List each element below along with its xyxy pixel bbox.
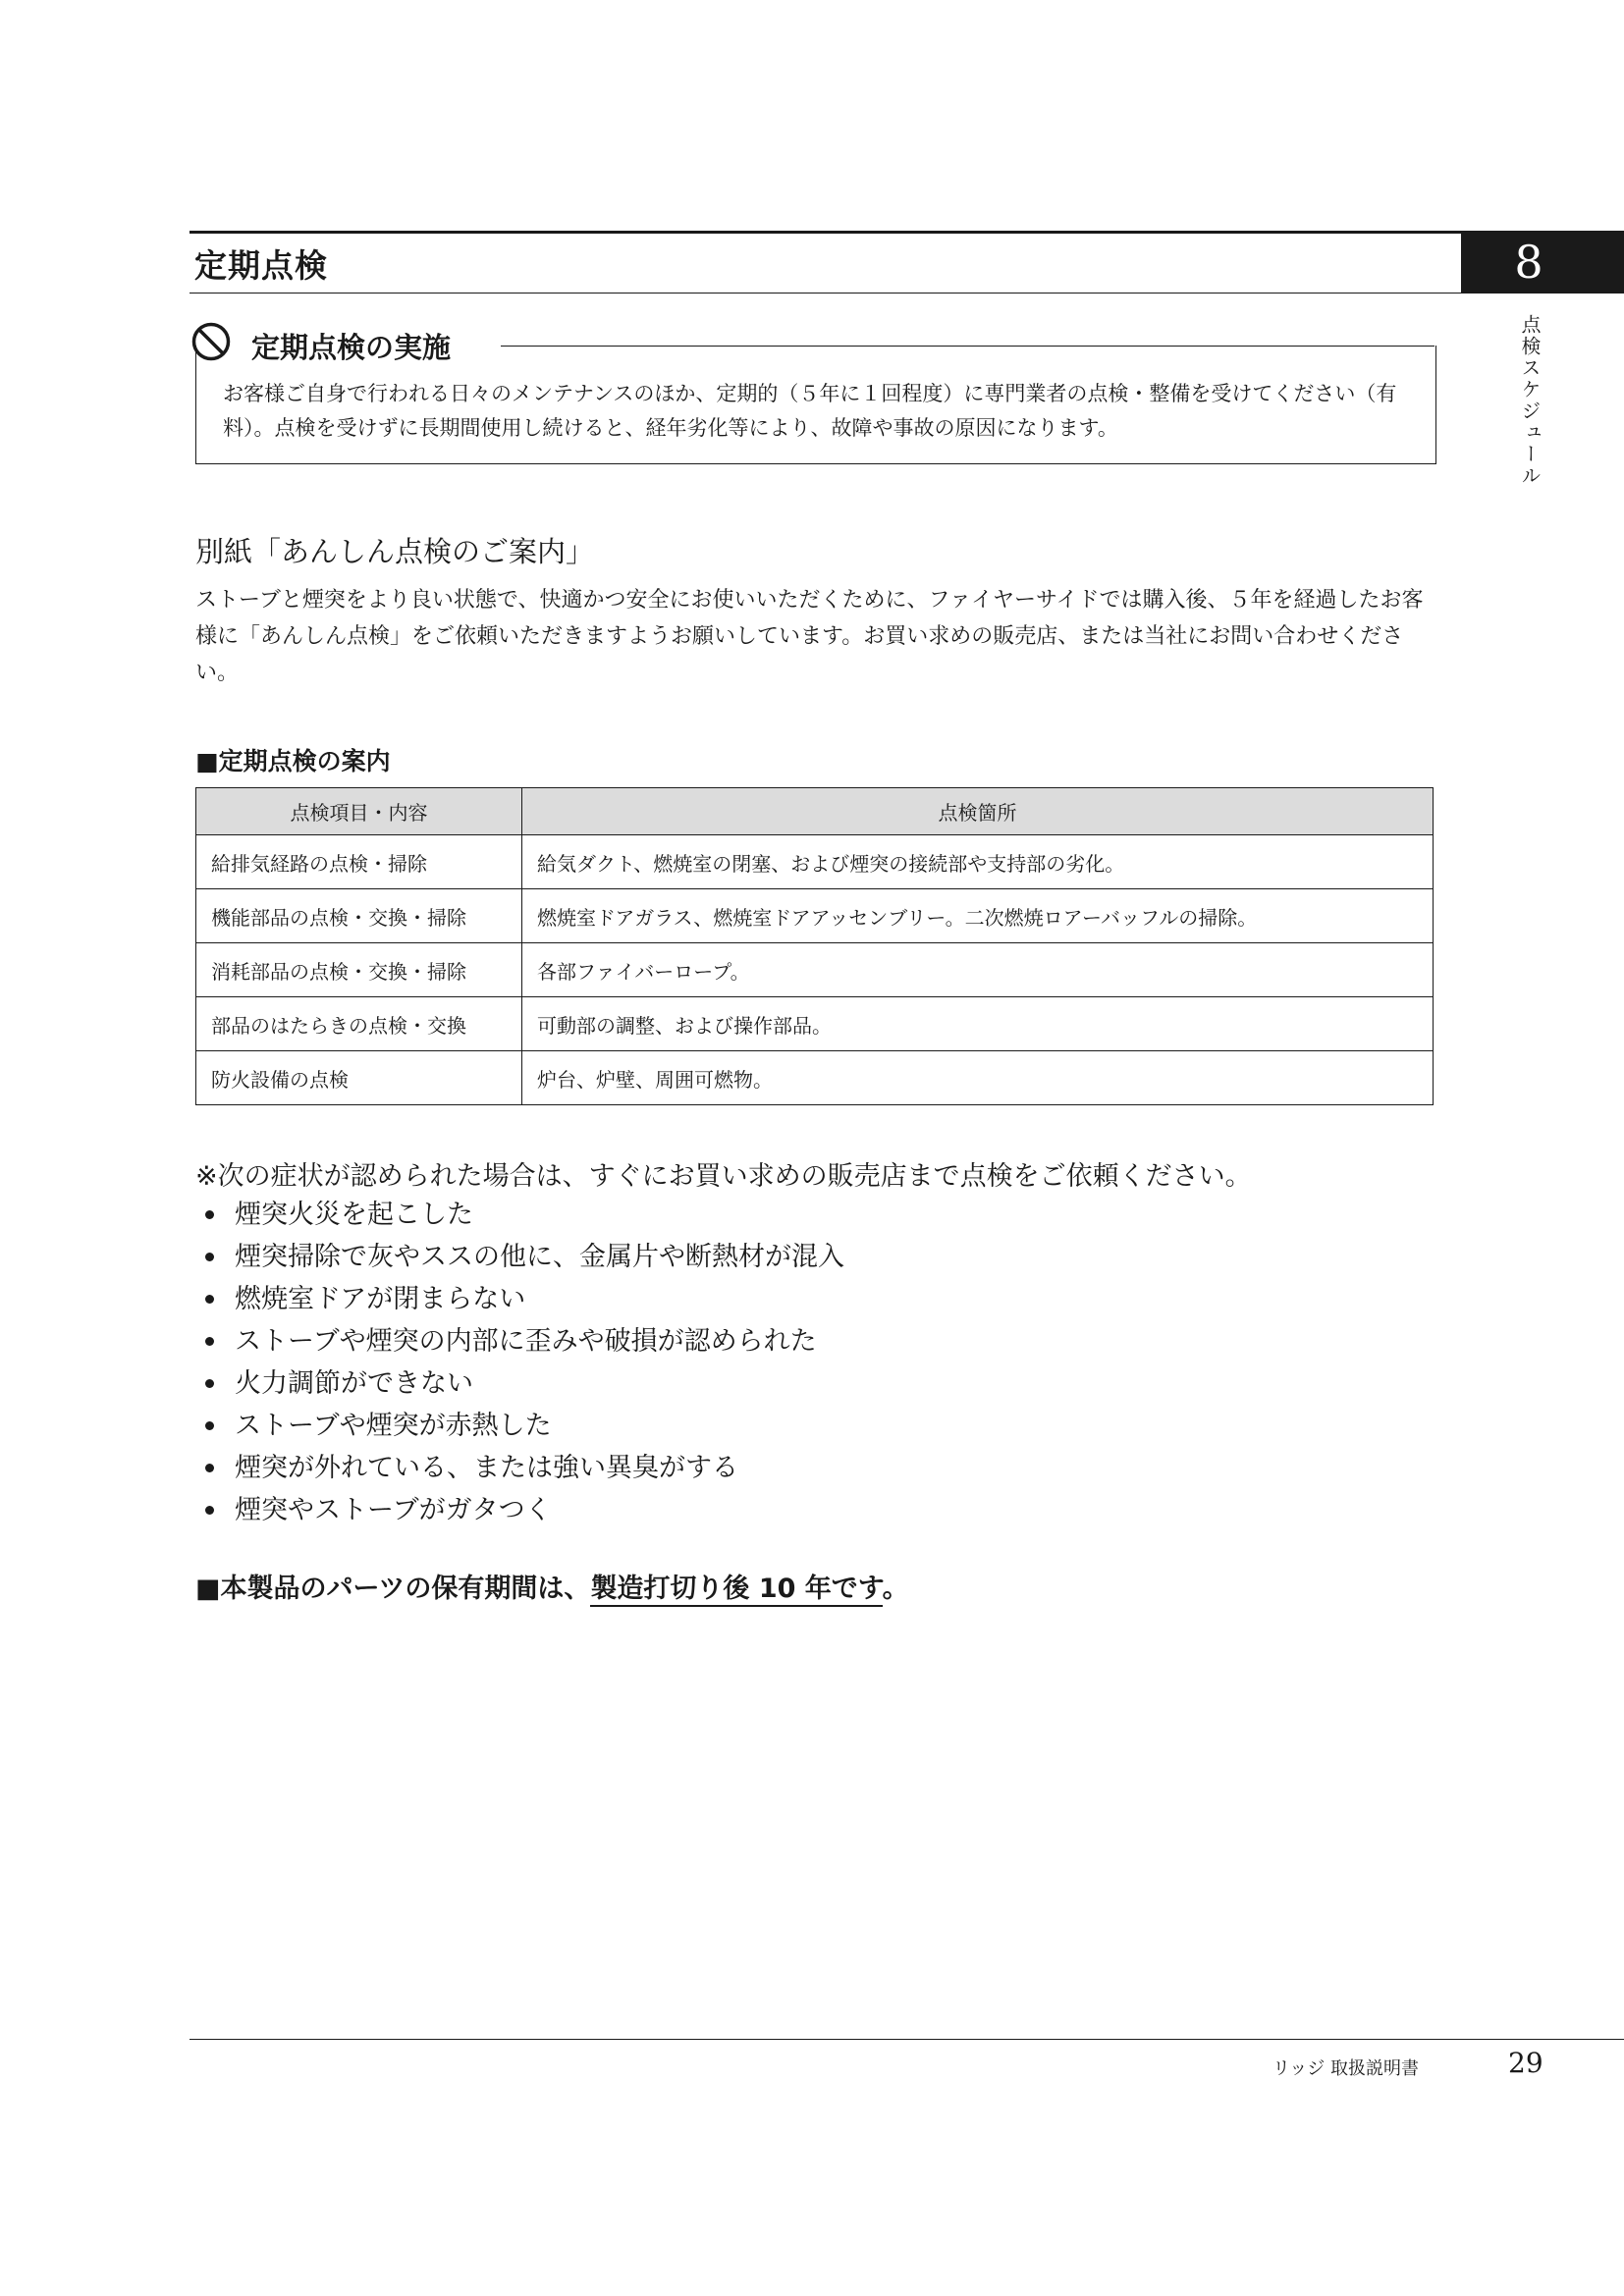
table-heading: ■定期点検の案内 [195, 747, 391, 775]
bullet-icon [205, 1337, 214, 1346]
table-cell: 給排気経路の点検・掃除 [196, 835, 522, 889]
table-cell: 防火設備の点検 [196, 1051, 522, 1105]
table-cell: 消耗部品の点検・交換・掃除 [196, 943, 522, 997]
list-item [205, 1405, 844, 1447]
list-item [205, 1447, 844, 1489]
bullet-icon [205, 1295, 214, 1304]
parts-suffix: 。 [882, 1574, 909, 1604]
table-row [196, 889, 1434, 943]
symptoms-intro: ※次の症状が認められた場合は、すぐにお買い求めの販売店まで点検をご依頼ください。 [195, 1161, 1252, 1192]
table-row [196, 997, 1434, 1051]
footer-document-title: リッジ 取扱説明書 [1272, 2058, 1420, 2079]
header-bottom-rule [189, 293, 1463, 294]
anshin-paragraph: ストーブと煙突をより良い状態で、快適かつ安全にお使いいただくために、ファイヤーサイドでは購入後、５年を経過したお客様に「あんしん点検」をご依頼いただきますようお願いしています。お買い求めの販売店、または当社にお問い合わせください。 [195, 588, 1424, 685]
list-item-text: 煙突火災を起こした [235, 1200, 473, 1230]
bullet-icon [205, 1464, 214, 1472]
list-item [205, 1236, 844, 1278]
bullet-icon [205, 1210, 214, 1219]
bullet-icon [205, 1253, 214, 1261]
list-item-text: 火力調節ができない [235, 1368, 473, 1399]
table-cell: 燃焼室ドアガラス、燃焼室ドアアッセンブリー。二次燃焼ロアーバッフルの掃除。 [522, 889, 1434, 943]
bullet-icon [205, 1421, 214, 1430]
chapter-side-label: 点検スケジュール [1518, 314, 1542, 487]
list-item [205, 1362, 844, 1405]
list-item-text: 燃焼室ドアが閉まらない [235, 1284, 526, 1314]
table-row [196, 943, 1434, 997]
table-cell: 機能部品の点検・交換・掃除 [196, 889, 522, 943]
column-header: 点検箇所 [522, 788, 1434, 835]
chapter-tab [1461, 231, 1624, 294]
anshin-heading: 別紙「あんしん点検のご案内」 [195, 535, 595, 568]
parts-prefix: ■本製品のパーツの保有期間は、 [195, 1574, 591, 1604]
notice-title: 定期点検の実施 [251, 331, 452, 364]
footer-rule [189, 2039, 1624, 2040]
symptoms-list [205, 1194, 844, 1531]
list-item-text: 煙突掃除で灰やススの他に、金属片や断熱材が混入 [235, 1242, 844, 1272]
table-row [196, 835, 1434, 889]
parts-period-underlined: 製造打切り後 10 年です [590, 1574, 882, 1607]
table-row [196, 1051, 1434, 1105]
chapter-number: 8 [1514, 236, 1543, 289]
table-header-row [196, 788, 1434, 835]
header-top-rule [189, 231, 1463, 234]
list-item [205, 1320, 844, 1362]
inspection-table [195, 787, 1434, 1105]
list-item [205, 1278, 844, 1320]
column-header: 点検項目・内容 [196, 788, 522, 835]
bullet-icon [205, 1379, 214, 1388]
bullet-icon [205, 1506, 214, 1515]
parts-retention-note [195, 1567, 909, 1605]
list-item-text: ストーブや煙突が赤熱した [235, 1411, 552, 1441]
list-item [205, 1194, 844, 1236]
list-item-text: 煙突やストーブがガタつく [235, 1495, 552, 1525]
list-item-text: ストーブや煙突の内部に歪みや破損が認められた [235, 1326, 817, 1357]
notice-body: お客様ご自身で行われる日々のメンテナンスのほか、定期的（５年に１回程度）に専門業者の点検・整備を受けてください（有料）。点検を受けずに長期間使用し続けると、経年劣化等により、故障や事故の原因になります。 [223, 382, 1397, 440]
list-item [205, 1489, 844, 1531]
section-title: 定期点検 [194, 246, 328, 285]
table-cell: 可動部の調整、および操作部品。 [522, 997, 1434, 1051]
page-number: 29 [1508, 2047, 1543, 2079]
list-item-text: 煙突が外れている、または強い異臭がする [235, 1453, 738, 1483]
table-cell: 給気ダクト、燃焼室の閉塞、および煙突の接続部や支持部の劣化。 [522, 835, 1434, 889]
table-cell: 炉台、炉壁、周囲可燃物。 [522, 1051, 1434, 1105]
table-cell: 部品のはたらきの点検・交換 [196, 997, 522, 1051]
table-cell: 各部ファイバーロープ。 [522, 943, 1434, 997]
